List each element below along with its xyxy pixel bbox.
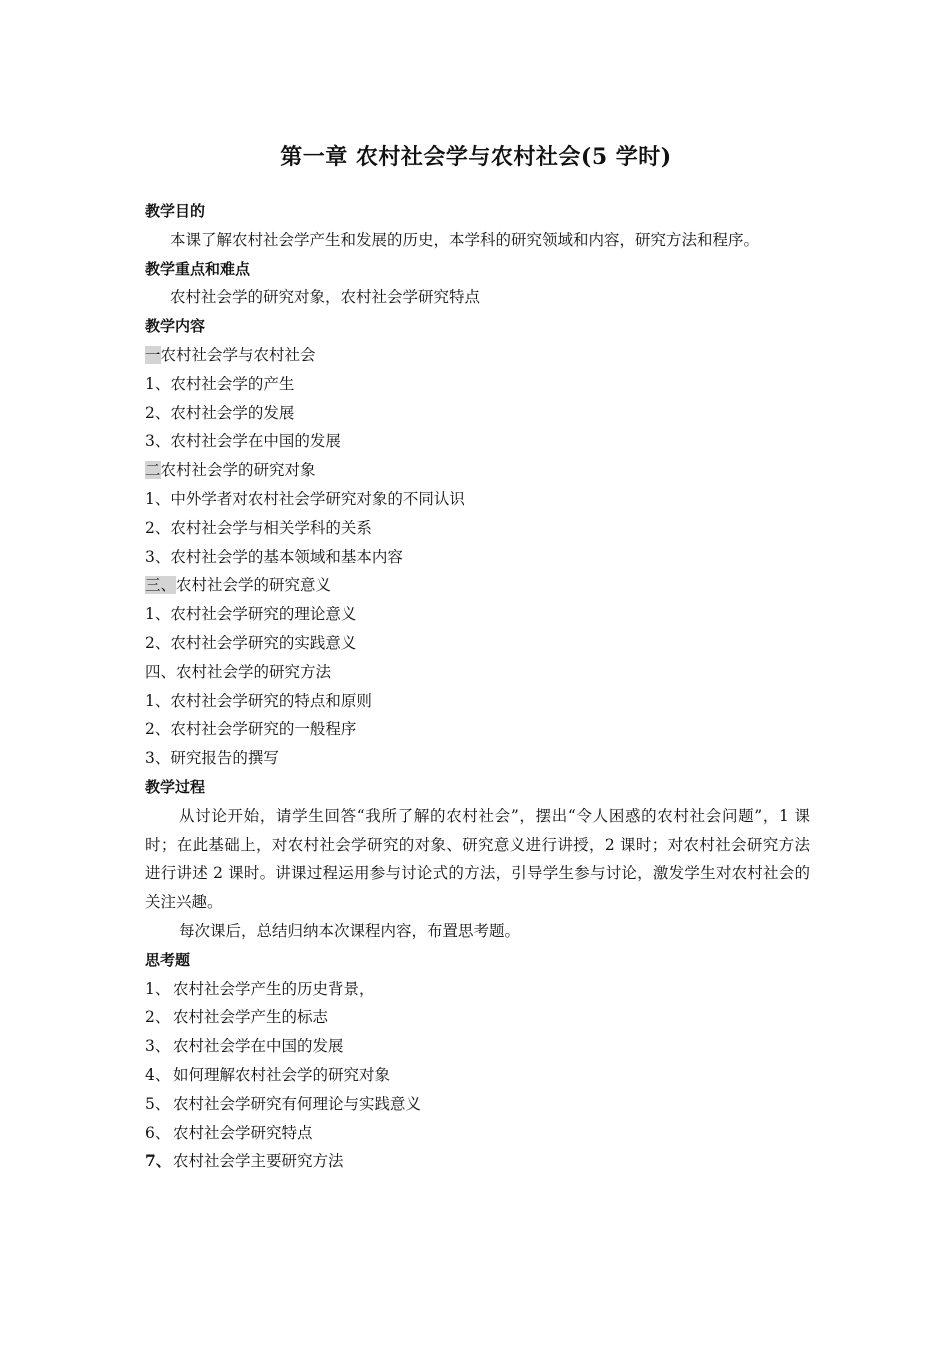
section-item: 3、研究报告的撰写: [145, 749, 279, 768]
question-number: 1、: [145, 979, 171, 998]
question-text: 如何理解农村社会学的研究对象: [173, 1065, 391, 1084]
question-number: 6、: [145, 1123, 171, 1142]
section-marker: 一: [145, 345, 161, 364]
key-points-heading: 教学重点和难点: [145, 259, 251, 278]
section-title: [145, 341, 815, 370]
question-text: 农村社会学在中国的发展: [173, 1037, 344, 1056]
section-item: 3、农村社会学的基本领域和基本内容: [145, 547, 403, 566]
process-heading: 教学过程: [145, 777, 206, 796]
key-points-text: 农村社会学的研究对象，农村社会学研究特点: [170, 288, 481, 307]
section-marker: 四、: [145, 662, 177, 681]
document-body: [145, 197, 815, 1176]
question-text: 农村社会学主要研究方法: [173, 1152, 344, 1171]
questions-heading: 思考题: [145, 950, 191, 969]
section-title-text: 农村社会学的研究方法: [176, 662, 332, 681]
question-item: [145, 975, 815, 1004]
objective-text: 本课了解农村社会学产生和发展的历史，本学科的研究领域和内容，研究方法和程序。: [170, 230, 760, 249]
question-text: 农村社会学产生的标志: [173, 1008, 329, 1027]
question-item: [145, 1119, 815, 1148]
chapter-title: 第一章 农村社会学与农村社会(5 学时): [280, 144, 672, 170]
question-text: 农村社会学研究特点: [173, 1123, 313, 1142]
section-item: 2、农村社会学与相关学科的关系: [145, 518, 372, 537]
question-item: [145, 1147, 815, 1176]
section-title-text: 农村社会学的研究意义: [176, 576, 332, 595]
content-heading: 教学内容: [145, 317, 206, 336]
section-title: [145, 456, 815, 485]
question-item: [145, 1003, 815, 1032]
section-item: 2、农村社会学研究的实践意义: [145, 633, 357, 652]
section-item: 1、中外学者对农村社会学研究对象的不同认识: [145, 489, 465, 508]
section-marker: 二: [145, 461, 161, 480]
question-number: 5、: [145, 1094, 171, 1113]
question-item: [145, 1090, 815, 1119]
question-text: 农村社会学产生的历史背景，: [173, 979, 375, 998]
section-item: 1、农村社会学研究的理论意义: [145, 605, 357, 624]
section-title: [145, 571, 815, 600]
question-item: [145, 1061, 815, 1090]
question-text: 农村社会学研究有何理论与实践意义: [173, 1094, 422, 1113]
section-title: [145, 658, 815, 687]
section-item: 2、农村社会学研究的一般程序: [145, 720, 357, 739]
question-number: 4、: [145, 1065, 171, 1084]
section-item: 3、农村社会学在中国的发展: [145, 432, 341, 451]
section-item: 1、农村社会学的产生: [145, 374, 295, 393]
objective-heading: 教学目的: [145, 202, 206, 220]
section-title-text: 农村社会学的研究对象: [160, 461, 316, 480]
question-number: 7、: [145, 1151, 172, 1171]
process-paragraph: 每次课后，总结归纳本次课程内容，布置思考题。: [179, 921, 521, 940]
question-number: 3、: [145, 1037, 171, 1056]
process-paragraph: 从讨论开始，请学生回答“我所了解的农村社会”，摆出“令人困惑的农村社会问题”，1 课时；在此基础上，对农村社会学研究的对象、研究意义进行讲授，2 课时；对农村社会研究方法进行讲述 2 课时。讲课过程运用参与讨论式的方法，引导学生参与讨论，激发学生对农村社会的关注兴趣。: [145, 806, 810, 912]
section-item: 2、农村社会学的发展: [145, 403, 295, 422]
section-marker: 三、: [145, 576, 177, 595]
question-number: 2、: [145, 1008, 171, 1027]
section-item: 1、农村社会学研究的特点和原则: [145, 691, 372, 710]
question-item: [145, 1032, 815, 1061]
section-title-text: 农村社会学与农村社会: [160, 345, 316, 364]
